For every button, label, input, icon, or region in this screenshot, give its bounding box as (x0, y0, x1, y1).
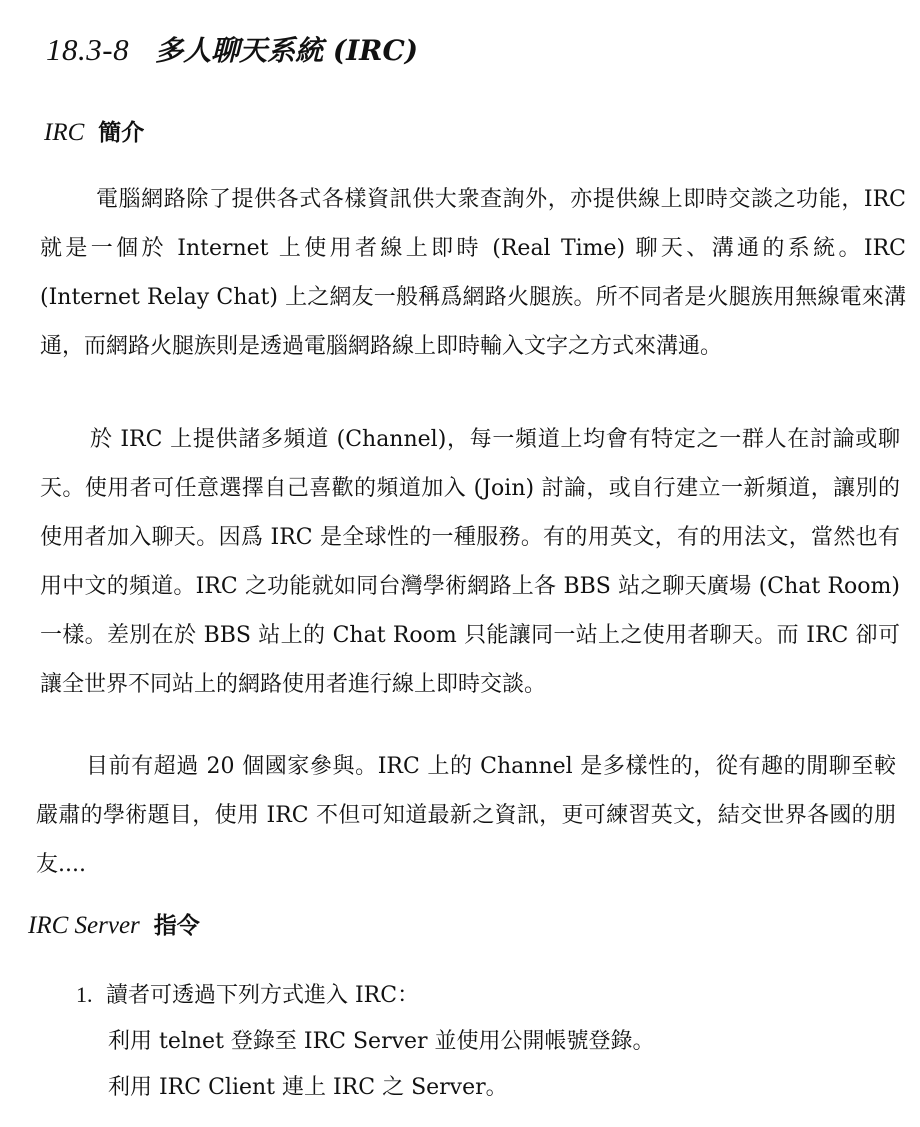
server-heading-en: IRC Server (28, 912, 140, 939)
section-title: 多人聊天系統 (IRC) (155, 34, 418, 67)
section-heading (46, 30, 418, 71)
paragraph-2: 於 IRC 上提供諸多頻道 (Channel)，每一頻道上均會有特定之一群人在討論或聊天。使用者可任意選擇自己喜歡的頻道加入 (Join) 討論，或自行建立一新頻道，讓別的使用者加入聊天。因爲 IRC 是全球性的一種服務。有的用英文，有的用法文，當然也有用中文的頻道。IRC 之功能就如同台灣學術網路上各 BBS 站之聊天廣場 (Chat Room) 一樣。差別在於 BBS 站上的 Chat Room 只能讓同一站上之使用者聊天。而 IRC 卻可讓全世界不同站上的網路使用者進行線上即時交談。 (40, 427, 900, 697)
server-heading-zh: 指令 (153, 912, 200, 939)
list-sub-item-client: 利用 IRC Client 連上 IRC 之 Server。 (108, 1075, 508, 1100)
list-item (76, 972, 655, 1019)
intro-heading (44, 115, 144, 150)
list-sub-item-telnet: 利用 telnet 登錄至 IRC Server 並使用公開帳號登錄。 (108, 1029, 655, 1054)
paragraph-3: 目前有超過 20 個國家參與。IRC 上的 Channel 是多樣性的，從有趣的閒聊至較嚴肅的學術題目，使用 IRC 不但可知道最新之資訊，更可練習英文，結交世界各國的朋友.... (36, 754, 896, 877)
instruction-list (76, 972, 655, 1111)
intro-heading-en: IRC (44, 119, 85, 146)
intro-heading-zh: 簡介 (98, 119, 145, 146)
section-number: 18.3-8 (46, 32, 130, 67)
list-item-text: 讀者可透過下列方式進入 IRC： (106, 983, 420, 1008)
list-item-number: 1. (76, 982, 93, 1007)
paragraph-1: 電腦網路除了提供各式各樣資訊供大衆查詢外，亦提供線上即時交談之功能，IRC 就是一個於 Internet 上使用者線上即時 (Real Time) 聊天、溝通的系統。IRC (Internet Relay Chat) 上之網友一般稱爲網路火腿族。所不同者是火腿族用無線電來溝通，而網路火腿族則是透過電腦網路線上即時輸入文字之方式來溝通。 (40, 187, 906, 359)
server-heading (28, 908, 200, 943)
